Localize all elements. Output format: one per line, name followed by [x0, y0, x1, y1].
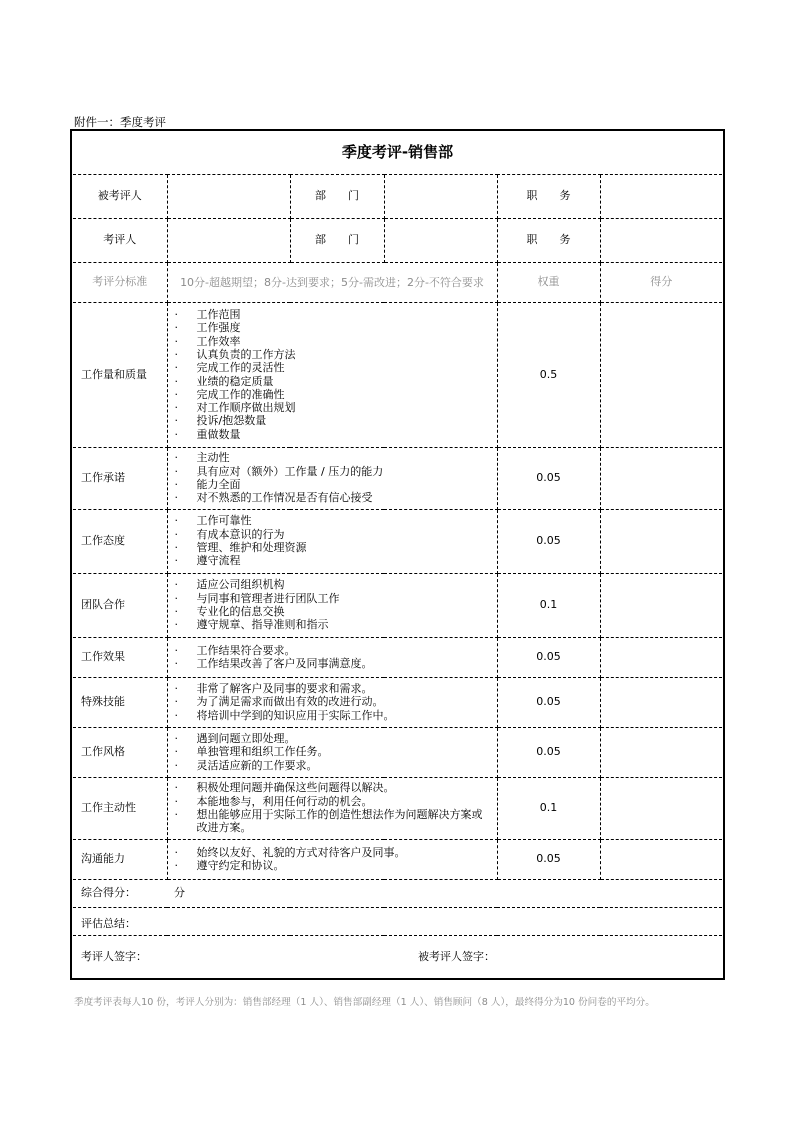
- total-score[interactable]: [73, 879, 722, 907]
- criteria-point: · 非常了解客户及同事的要求和需求。: [172, 682, 491, 695]
- criteria-point: · 工作效率: [172, 335, 491, 348]
- name-field[interactable]: [167, 174, 290, 218]
- criteria-points: [167, 777, 497, 839]
- attachment-label: 附件一：季度考评: [74, 115, 166, 129]
- criteria-point: · 工作可靠性: [172, 514, 491, 527]
- criteria-point-list: [172, 732, 491, 772]
- weight-value: 0.05: [497, 677, 600, 727]
- criteria-point-list: [172, 514, 491, 567]
- criteria-point: · 遵守约定和协议。: [172, 859, 491, 872]
- name-field[interactable]: [167, 218, 290, 262]
- criteria-name: 工作承诺: [73, 447, 167, 509]
- criteria-points: [167, 677, 497, 727]
- criteria-point: · 能力全面: [172, 478, 491, 491]
- criteria-point: · 将培训中学到的知识应用于实际工作中。: [172, 709, 491, 722]
- criteria-row: [73, 839, 722, 879]
- criteria-name: 团队合作: [73, 573, 167, 637]
- criteria-point-list: [172, 308, 491, 441]
- criteria-points: [167, 839, 497, 879]
- criteria-point: · 专业化的信息交换: [172, 605, 491, 618]
- criteria-point: · 重做数量: [172, 428, 491, 441]
- summary-row: [73, 907, 722, 935]
- criteria-name: 工作效果: [73, 637, 167, 677]
- criteria-point: · 工作结果改善了客户及同事满意度。: [172, 657, 491, 670]
- criteria-point-list: [172, 781, 491, 834]
- criteria-point: · 对工作顺序做出规划: [172, 401, 491, 414]
- criteria-points: [167, 509, 497, 573]
- weight-value: 0.5: [497, 302, 600, 447]
- criteria-label: 考评分标准: [73, 262, 167, 302]
- criteria-point-list: [172, 451, 491, 504]
- score-field[interactable]: [600, 637, 722, 677]
- weight-value: 0.1: [497, 573, 600, 637]
- weight-value: 0.05: [497, 839, 600, 879]
- summary-label[interactable]: 评估总结：: [73, 907, 722, 935]
- criteria-row: [73, 777, 722, 839]
- criteria-point: · 主动性: [172, 451, 491, 464]
- criteria-point: · 工作结果符合要求。: [172, 644, 491, 657]
- weight-value: 0.05: [497, 727, 600, 777]
- info-label: 考评人: [73, 218, 167, 262]
- criteria-points: [167, 447, 497, 509]
- signature-cell[interactable]: [73, 935, 722, 977]
- criteria-point: · 适应公司组织机构: [172, 578, 491, 591]
- score-field[interactable]: [600, 447, 722, 509]
- criteria-point: · 有成本意识的行为: [172, 528, 491, 541]
- score-header: 得分: [600, 262, 722, 302]
- criteria-name: 沟通能力: [73, 839, 167, 879]
- criteria-row: [73, 509, 722, 573]
- department-label: 部 门: [290, 174, 384, 218]
- criteria-point: · 本能地参与，利用任何行动的机会。: [172, 795, 491, 808]
- weight-value: 0.05: [497, 447, 600, 509]
- criteria-point: · 管理、维护和处理资源: [172, 541, 491, 554]
- position-field[interactable]: [600, 174, 722, 218]
- criteria-point: · 对不熟悉的工作情况是否有信心接受: [172, 491, 491, 504]
- info-row: [73, 218, 722, 262]
- criteria-points: [167, 573, 497, 637]
- criteria-point: · 业绩的稳定质量: [172, 375, 491, 388]
- criteria-point-list: [172, 682, 491, 722]
- criteria-point: · 积极处理问题并确保这些问题得以解决。: [172, 781, 491, 794]
- criteria-points: [167, 637, 497, 677]
- department-field[interactable]: [384, 174, 497, 218]
- criteria-row: [73, 727, 722, 777]
- criteria-points: [167, 302, 497, 447]
- total-unit: 分: [174, 885, 185, 899]
- info-label: 被考评人: [73, 174, 167, 218]
- position-label: 职 务: [497, 174, 600, 218]
- department-field[interactable]: [384, 218, 497, 262]
- score-field[interactable]: [600, 839, 722, 879]
- criteria-point: · 灵活适应新的工作要求。: [172, 759, 491, 772]
- info-row: [73, 174, 722, 218]
- criteria-point: · 完成工作的准确性: [172, 388, 491, 401]
- criteria-point: · 遵守流程: [172, 554, 491, 567]
- criteria-point: · 工作强度: [172, 321, 491, 334]
- criteria-points: [167, 727, 497, 777]
- evaluatee-signature-label: 被考评人签字：: [418, 949, 495, 963]
- criteria-name: 特殊技能: [73, 677, 167, 727]
- criteria-point: · 为了满足需求而做出有效的改进行动。: [172, 695, 491, 708]
- evaluator-signature-label: 考评人签字：: [81, 949, 147, 963]
- criteria-name: 工作风格: [73, 727, 167, 777]
- criteria-row: [73, 573, 722, 637]
- score-field[interactable]: [600, 509, 722, 573]
- criteria-row: [73, 447, 722, 509]
- criteria-point-list: [172, 644, 491, 671]
- position-label: 职 务: [497, 218, 600, 262]
- criteria-name: 工作量和质量: [73, 302, 167, 447]
- footnote: 季度考评表每人10 份，考评人分别为：销售部经理（1 人）、销售部副经理（1 人）、销售顾问（8 人），最终得分为10 份问卷的平均分。: [74, 997, 655, 1008]
- scoring-scale: 10分-超越期望；8分-达到要求；5分-需改进；2分-不符合要求: [167, 262, 497, 302]
- criteria-row: [73, 677, 722, 727]
- score-field[interactable]: [600, 727, 722, 777]
- criteria-point: · 想出能够应用于实际工作的创造性想法作为问题解决方案或改进方案。: [172, 808, 491, 835]
- criteria-row: [73, 302, 722, 447]
- criteria-point: · 完成工作的灵活性: [172, 361, 491, 374]
- signature-row: [73, 935, 722, 977]
- weight-header: 权重: [497, 262, 600, 302]
- criteria-point: · 认真负责的工作方法: [172, 348, 491, 361]
- evaluation-table: [73, 132, 722, 977]
- criteria-point: · 具有应对（额外）工作量 / 压力的能力: [172, 465, 491, 478]
- criteria-point: · 始终以友好、礼貌的方式对待客户及同事。: [172, 846, 491, 859]
- criteria-point-list: [172, 578, 491, 631]
- criteria-point: · 与同事和管理者进行团队工作: [172, 592, 491, 605]
- criteria-row: [73, 637, 722, 677]
- weight-value: 0.05: [497, 509, 600, 573]
- score-field[interactable]: [600, 302, 722, 447]
- score-field[interactable]: [600, 777, 722, 839]
- criteria-point: · 单独管理和组织工作任务。: [172, 745, 491, 758]
- criteria-header-row: [73, 262, 722, 302]
- score-field[interactable]: [600, 677, 722, 727]
- criteria-point-list: [172, 846, 491, 873]
- criteria-point: · 投诉/抱怨数量: [172, 414, 491, 427]
- criteria-point: · 遇到问题立即处理。: [172, 732, 491, 745]
- form-title: 季度考评-销售部: [73, 132, 722, 174]
- weight-value: 0.05: [497, 637, 600, 677]
- criteria-point: · 遵守规章、指导准则和指示: [172, 618, 491, 631]
- total-row: [73, 879, 722, 907]
- criteria-point: · 工作范围: [172, 308, 491, 321]
- criteria-name: 工作主动性: [73, 777, 167, 839]
- weight-value: 0.1: [497, 777, 600, 839]
- total-label: 综合得分：: [81, 885, 136, 899]
- score-field[interactable]: [600, 573, 722, 637]
- position-field[interactable]: [600, 218, 722, 262]
- criteria-name: 工作态度: [73, 509, 167, 573]
- department-label: 部 门: [290, 218, 384, 262]
